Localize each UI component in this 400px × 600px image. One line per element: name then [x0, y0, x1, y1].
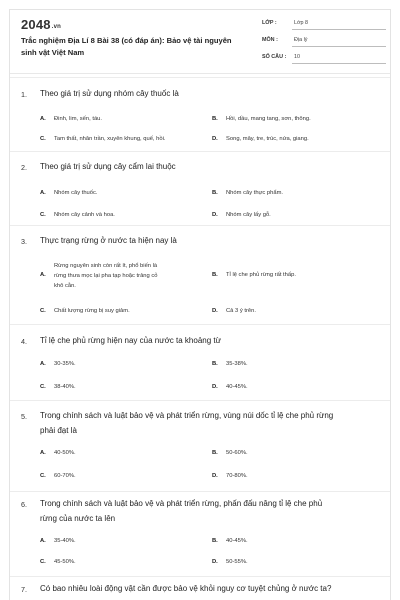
site-logo[interactable]: 2048.vn: [21, 17, 62, 32]
option-text: Nhóm cây thực phẩm.: [226, 190, 284, 196]
question-text-line: rừng của nước ta lên: [40, 514, 116, 523]
option-a[interactable]: [40, 262, 200, 292]
question-1: [10, 77, 391, 150]
option-letter: C.: [40, 308, 46, 314]
option-letter: D.: [212, 559, 218, 565]
option-letter: C.: [40, 212, 46, 218]
option-text-line: rừng thưa mọc lại pha tạp hoặc trảng cỏ: [54, 273, 158, 279]
option-text: 45-50%.: [54, 559, 76, 565]
option-text: 70-80%.: [226, 473, 248, 479]
option-letter: A.: [40, 361, 46, 367]
question-text: Tỉ lệ che phủ rừng hiện nay của nước ta khoảng từ: [40, 336, 221, 345]
option-letter: C.: [40, 136, 46, 142]
option-text: 30-35%.: [54, 361, 76, 367]
option-text: Tỉ lệ che phủ rừng rất thấp.: [226, 272, 296, 278]
question-text-line: Trong chính sách và luật bảo vệ và phát triển rừng, phấn đấu nâng tỉ lệ che phủ: [40, 499, 323, 508]
question-text: Theo giá trị sử dụng nhóm cây thuốc là: [40, 89, 179, 98]
question-text: [40, 496, 380, 526]
option-text: Hồi, dầu, mang tang, sơn, thông.: [226, 116, 311, 122]
question-7: [10, 576, 391, 600]
meta-value: Địa lý: [292, 35, 386, 47]
question-text: Theo giá trị sử dụng cây cẩm lai thuộc: [40, 162, 176, 171]
option-letter: B.: [212, 538, 218, 544]
option-letter: A.: [40, 538, 46, 544]
question-2: [10, 151, 391, 224]
meta-value: Lớp 8: [292, 18, 386, 30]
option-letter: B.: [212, 450, 218, 456]
worksheet-header: [10, 10, 390, 74]
option-text: Chất lượng rừng bị suy giảm.: [54, 308, 130, 314]
question-number: 1.: [21, 90, 27, 99]
option-letter: A.: [40, 272, 46, 278]
option-letter: D.: [212, 384, 218, 390]
question-4: [10, 324, 391, 399]
option-text: Nhóm cây lấy gỗ.: [226, 212, 271, 218]
option-text: Cả 3 ý trên.: [226, 308, 256, 314]
option-text: 38-40%.: [54, 384, 76, 390]
option-text: Nhóm cây cảnh và hoa.: [54, 212, 115, 218]
question-number: 4.: [21, 337, 27, 346]
option-text: 40-45%.: [226, 384, 248, 390]
question-text: Có bao nhiêu loài động vật cần được bảo vệ khỏi nguy cơ tuyệt chủng ở nước ta?: [40, 584, 332, 593]
option-letter: C.: [40, 473, 46, 479]
option-letter: A.: [40, 450, 46, 456]
option-text: 40-45%.: [226, 538, 248, 544]
question-5: [10, 400, 391, 490]
question-6: [10, 491, 391, 575]
option-letter: B.: [212, 361, 218, 367]
option-letter: B.: [212, 190, 218, 196]
meta-key: MÔN :: [262, 37, 278, 43]
meta-row-count: [262, 52, 386, 69]
option-letter: D.: [212, 308, 218, 314]
option-letter: D.: [212, 473, 218, 479]
option-letter: A.: [40, 116, 46, 122]
question-text: Thực trạng rừng ở nước ta hiện nay là: [40, 236, 177, 245]
option-text: 60-70%.: [54, 473, 76, 479]
option-text: Nhóm cây thuốc.: [54, 190, 98, 196]
option-text: Song, mây, tre, trúc, nứa, giang.: [226, 136, 309, 142]
option-text: 35-38%.: [226, 361, 248, 367]
question-number: 5.: [21, 412, 27, 421]
question-text-line: phải đạt là: [40, 426, 77, 435]
option-letter: D.: [212, 136, 218, 142]
option-text: 40-50%.: [54, 450, 76, 456]
question-text-line: Trong chính sách và luật bảo vệ và phát triển rừng, vùng núi dốc tỉ lệ che phủ rừng: [40, 411, 334, 420]
question-number: 7.: [21, 585, 27, 594]
meta-info: [262, 18, 386, 69]
worksheet-page: [9, 9, 391, 600]
option-letter: D.: [212, 212, 218, 218]
meta-row-class: [262, 18, 386, 35]
option-letter: A.: [40, 190, 46, 196]
question-number: 3.: [21, 237, 27, 246]
question-number: 2.: [21, 163, 27, 172]
option-text: 50-55%.: [226, 559, 248, 565]
meta-row-subject: [262, 35, 386, 52]
question-number: 6.: [21, 500, 27, 509]
question-3: [10, 225, 391, 323]
question-text: [40, 408, 380, 438]
option-letter: B.: [212, 272, 218, 278]
option-text-line: Rừng nguyên sinh còn rất ít, phổ biến là: [54, 263, 158, 269]
option-text: Đinh, lim, sến, táu.: [54, 116, 103, 122]
meta-value: 10: [292, 52, 386, 64]
page-title: Trắc nghiệm Địa Lí 8 Bài 38 (có đáp án): Bảo vệ tài nguyên sinh vật Việt Nam: [21, 36, 232, 57]
meta-key: LỚP :: [262, 20, 277, 26]
option-text: 35-40%.: [54, 538, 76, 544]
option-text-line: khô cằn.: [54, 283, 76, 289]
meta-key: SỐ CÂU :: [262, 54, 287, 60]
option-letter: C.: [40, 559, 46, 565]
option-text: Tam thất, nhân trần, xuyên khung, quế, hồi.: [54, 136, 166, 142]
option-letter: B.: [212, 116, 218, 122]
option-letter: C.: [40, 384, 46, 390]
option-text: 50-60%.: [226, 450, 248, 456]
